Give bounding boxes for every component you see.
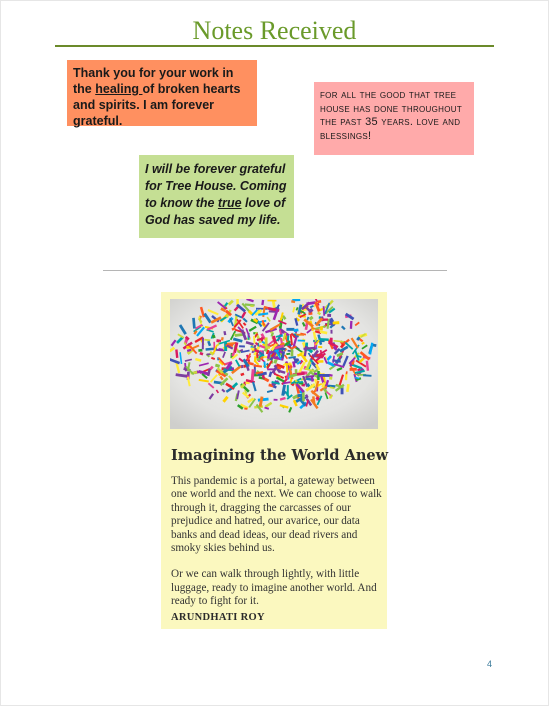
note-pink-text: for all the good that tree house has done throughout the past 35 years. love and blessings!	[320, 89, 463, 142]
card-body	[171, 475, 383, 622]
page-number: 4	[487, 659, 493, 669]
note-pink	[314, 82, 474, 155]
quote-card	[161, 292, 387, 629]
note-green-text-end: love of God has saved my life.	[145, 196, 286, 227]
card-paragraph-1: This pandemic is a portal, a gateway between one world and the next. We can choose to walk through it, dragging the carcasses of our prejudice and hatred, our avarice, our data banks and dead ideas, our dead rivers and smoky skies behind us.	[171, 475, 382, 555]
crayon-shavings-image	[170, 299, 378, 429]
note-orange-text-start: Thank you for your work in the	[73, 66, 234, 96]
note-green-text-start: I will be forever grateful for Tree House. Coming to know the	[145, 162, 287, 210]
note-orange-underlined: healing	[95, 82, 143, 96]
section-divider	[103, 270, 447, 271]
note-green	[139, 155, 294, 238]
crayon-shavings-photo	[170, 299, 378, 429]
page-title: Notes Received	[192, 16, 357, 45]
title-divider	[55, 45, 494, 47]
note-green-underlined: true	[217, 196, 242, 210]
card-paragraph-2: Or we can walk through lightly, with little luggage, ready to imagine another world. And ready to fight for it.	[171, 568, 377, 608]
card-heading: Imagining the World Anew	[171, 447, 389, 464]
note-orange-text-end: of broken hearts and spirits. I am forever grateful.	[73, 82, 241, 128]
note-orange	[67, 60, 257, 126]
card-author: ARUNDHATI ROY	[171, 612, 265, 623]
